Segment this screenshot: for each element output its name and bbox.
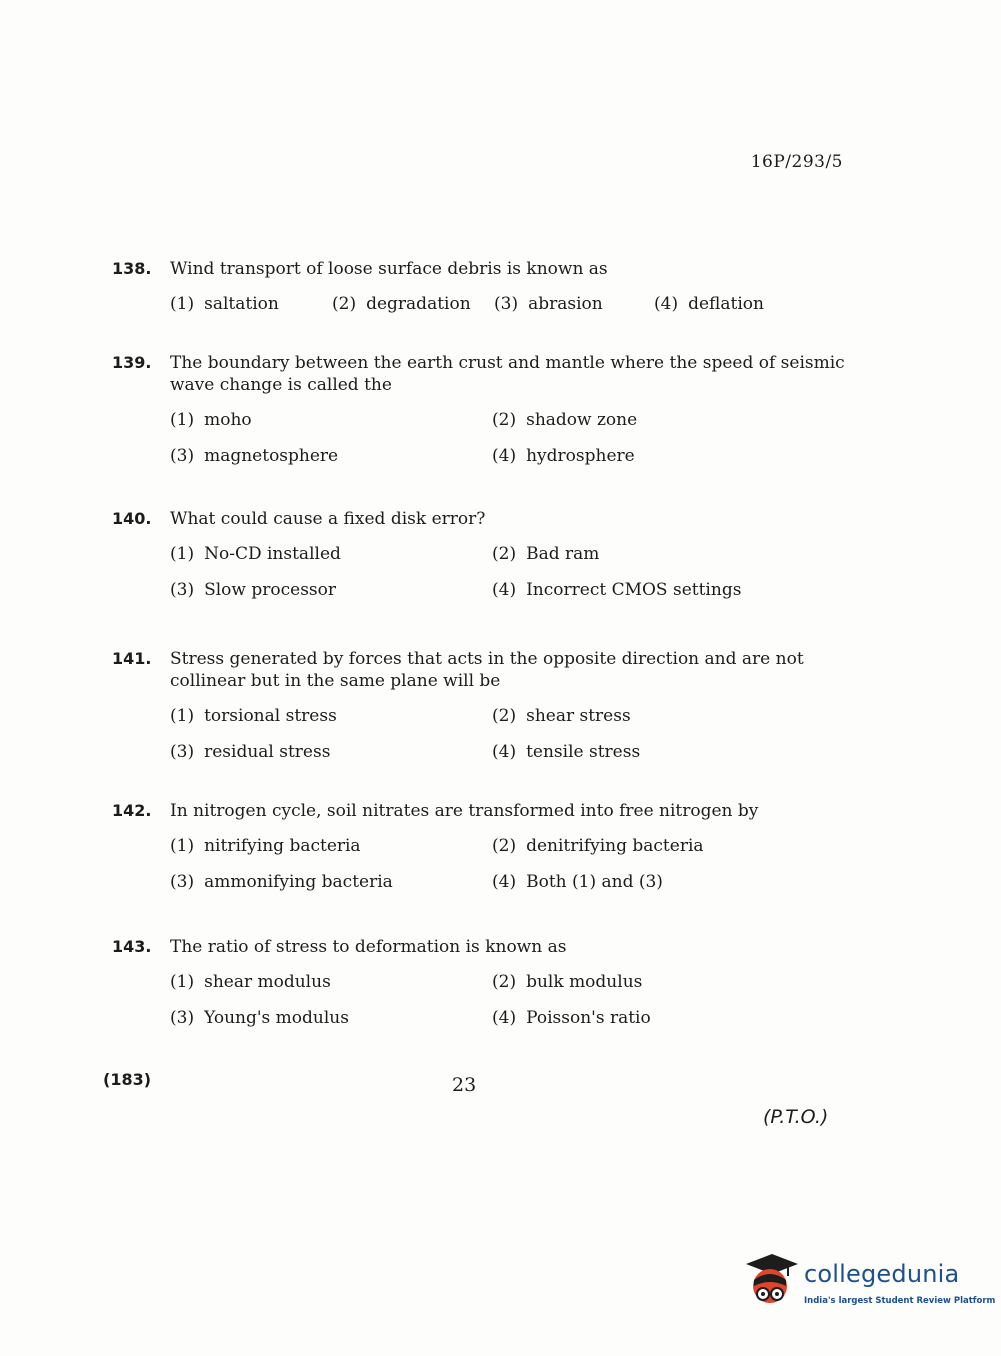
brand-tagline: India's largest Student Review Platform [804,1296,996,1306]
option-4: (4) Incorrect CMOS settings [492,580,742,600]
question-text: Wind transport of loose surface debris is known as [170,259,608,279]
option-1: (1) saltation [170,294,279,314]
pto-label: (P.T.O.) [763,1106,829,1128]
question-number: 143. [112,937,152,956]
collegedunia-watermark [742,1250,996,1314]
option-3: (3) Young's modulus [170,1008,349,1028]
option-2: (2) bulk modulus [492,972,643,992]
option-4: (4) Poisson's ratio [492,1008,651,1028]
question-text: In nitrogen cycle, soil nitrates are transformed into free nitrogen by [170,801,759,821]
question-141 [112,648,852,762]
option-3: (3) Slow processor [170,580,337,600]
option-1: (1) shear modulus [170,972,331,992]
question-number: 139. [112,353,152,372]
option-1: (1) torsional stress [170,706,337,726]
question-number: 138. [112,259,152,278]
option-3: (3) magnetosphere [170,446,339,466]
option-4: (4) hydrosphere [492,446,635,466]
booklet-code: (183) [103,1070,152,1089]
option-1: (1) No-CD installed [170,544,341,564]
option-1: (1) nitrifying bacteria [170,836,361,856]
option-3: (3) ammonifying bacteria [170,872,393,892]
question-143 [112,936,852,1028]
paper-code: 16P/293/5 [750,152,843,172]
question-140 [112,508,852,600]
question-text: The boundary between the earth crust and mantle where the speed of seismic wave change is called the [170,353,845,395]
question-text: What could cause a fixed disk error? [170,509,486,529]
option-3: (3) abrasion [494,294,603,314]
page-number: 23 [452,1074,477,1096]
mascot-logo-icon [742,1250,802,1314]
question-text: Stress generated by forces that acts in the opposite direction and are not collinear but in the same plane will be [170,649,804,691]
question-number: 140. [112,509,152,528]
question-139 [112,352,852,466]
option-2: (2) shear stress [492,706,631,726]
option-4: (4) Both (1) and (3) [492,872,663,892]
question-text: The ratio of stress to deformation is known as [170,937,567,957]
brand-name: collegedunia [804,1260,960,1288]
option-2: (2) Bad ram [492,544,600,564]
question-138 [112,258,852,314]
question-number: 142. [112,801,152,820]
option-2: (2) degradation [332,294,471,314]
question-142 [112,800,852,892]
option-3: (3) residual stress [170,742,331,762]
option-2: (2) denitrifying bacteria [492,836,704,856]
option-1: (1) moho [170,410,252,430]
option-4: (4) deflation [654,294,764,314]
option-4: (4) tensile stress [492,742,641,762]
question-number: 141. [112,649,152,668]
option-2: (2) shadow zone [492,410,638,430]
